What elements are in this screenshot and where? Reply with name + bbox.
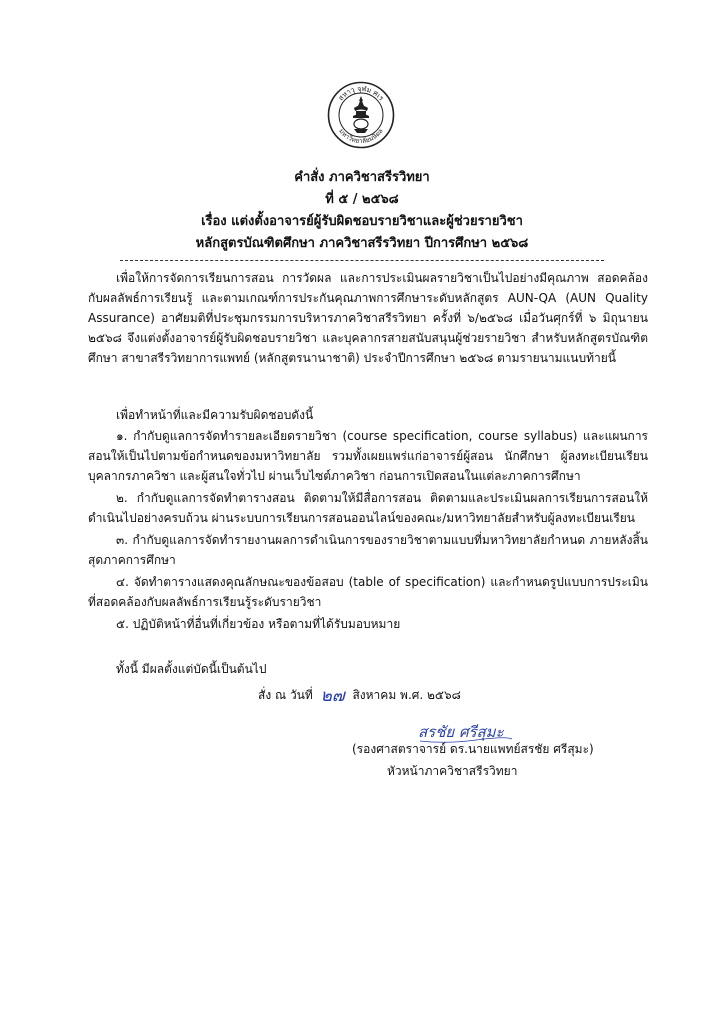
duty-item-1: ๑. กำกับดูแลการจัดทำรายละเอียดรายวิชา (course specification, course syllabus) และแผนการสอนให้เป็นไปตามข้อกำหนดของมหาวิทยาลัย รวมทั้งเผยแพร่แก่อาจารย์ผู้สอน นักศึกษา ผู้ลงทะเบียนเรียน บุคลากรภาควิชา และผู้สนใจทั่วไป ผ่านเว็บไซต์ภาควิชา ก่อนการเปิดสอนในแต่ละภาคการศึกษา	[88, 429, 648, 483]
subject-line-2: หลักสูตรบัณฑิตศึกษา ภาควิชาสรีรวิทยา ปีการศึกษา ๒๕๖๘	[195, 236, 529, 251]
signatory-name: (รองศาสตราจารย์ ดร.นายแพทย์สรชัย ศรีสุมะ)	[352, 742, 594, 756]
subject-line-1: เรื่อง แต่งตั้งอาจารย์ผู้รับผิดชอบรายวิชาและผู้ช่วยรายวิชา	[201, 214, 523, 229]
duty-item-3: ๓. กำกับดูแลการจัดทำรายงานผลการดำเนินการของรายวิชาตามแบบที่มหาวิทยาลัยกำหนด ภายหลังสิ้นสุดภาคการศึกษา	[88, 533, 648, 567]
duty-item-4: ๔. จัดทำตารางแสดงคุณลักษณะของข้อสอบ (table of specification) และกำหนดรูปแบบการประเมินที่สอดคล้องกับผลลัพธ์การเรียนรู้ระดับรายวิชา	[88, 575, 648, 609]
issue-date-prefix: สั่ง ณ วันที่	[258, 688, 313, 702]
duty-item-5: ๕. ปฏิบัติหน้าที่อื่นที่เกี่ยวข้อง หรือตามที่ได้รับมอบหมาย	[116, 617, 401, 631]
effective-statement: ทั้งนี้ มีผลตั้งแต่บัดนี้เป็นต้นไป	[116, 662, 267, 676]
issue-day-handwritten: ๒๗	[320, 686, 345, 706]
duties-heading: เพื่อทำหน้าที่และมีความรับผิดชอบดังนี้	[116, 408, 314, 422]
duty-item-2: ๒. กำกับดูแลการจัดทำตารางสอน ติดตามให้มีสื่อการสอน ติดตามและประเมินผลการเรียนการสอนให้ดำเนินไปอย่างครบถ้วน ผ่านระบบการเรียนการสอนออนไลน์ของคณะ/มหาวิทยาลัยสำหรับผู้ลงทะเบียนเรียน	[88, 491, 648, 525]
intro-paragraph: เพื่อให้การจัดการเรียนการสอน การวัดผล และการประเมินผลรายวิชาเป็นไปอย่างมีคุณภาพ สอดคล้องกับผลลัพธ์การเรียนรู้ และตามเกณฑ์การประกันคุณภาพการศึกษาระดับหลักสูตร AUN-QA (AUN Quality Assurance) อาศัยมติที่ประชุมกรรมการบริหารภาควิชาสรีรวิทยา ครั้งที่ ๖/๒๕๖๘ เมื่อวันศุกร์ที่ ๖ มิถุนายน ๒๕๖๘ จึงแต่งตั้งอาจารย์ผู้รับผิดชอบรายวิชา และบุคลากรสายสนับสนุนผู้ช่วยรายวิชา สำหรับหลักสูตรบัณฑิตศึกษา สาขาสรีรวิทยาการแพทย์ (หลักสูตรนานาชาติ) ประจำปีการศึกษา ๒๕๖๘ ตามรายนามแนบท้ายนี้	[88, 271, 648, 365]
separator-line	[120, 260, 604, 261]
signatory-position: หัวหน้าภาควิชาสรีรวิทยา	[387, 764, 518, 778]
svg-text:สรชัย ศรีสุมะ: สรชัย ศรีสุมะ	[418, 723, 504, 741]
seal-top-text: สหาวุ จุฬม ศเร	[336, 84, 386, 103]
university-seal-icon	[327, 81, 395, 149]
issue-date	[258, 682, 461, 709]
seal-bottom-text: มหาวิทยาลัยมหิดล	[337, 127, 385, 146]
order-title: คำสั่ง ภาควิชาสรีรวิทยา	[294, 170, 430, 185]
issue-date-suffix: สิงหาคม พ.ศ. ๒๕๖๘	[352, 688, 461, 702]
order-number: ที่ ๕ / ๒๕๖๘	[325, 192, 399, 207]
